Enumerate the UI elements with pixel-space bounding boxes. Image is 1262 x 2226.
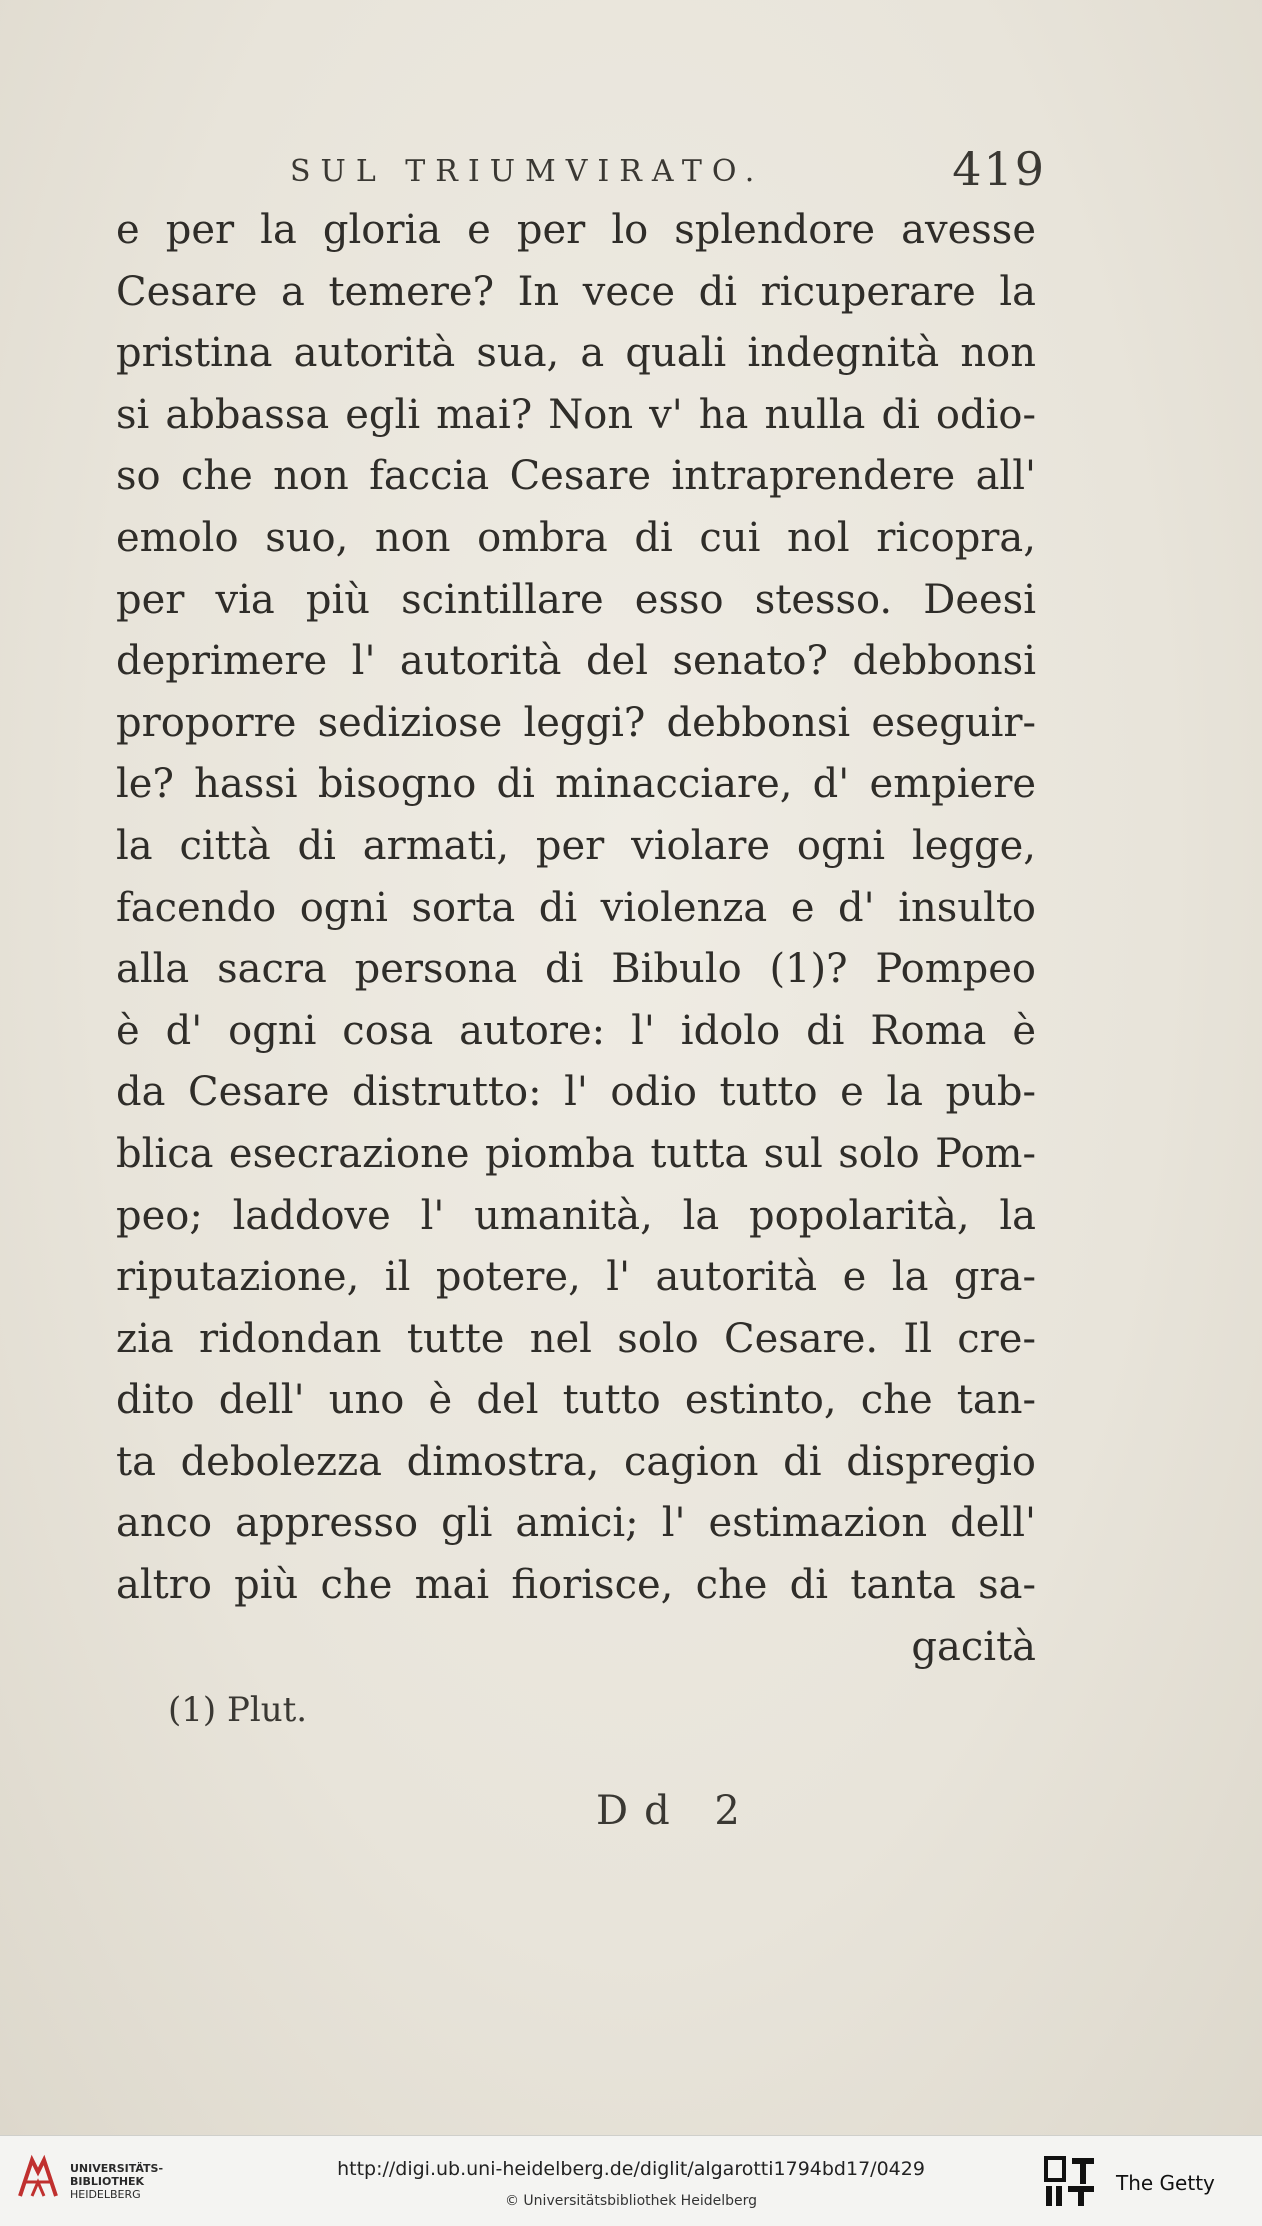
- text-line: alla sacra persona di Bibulo (1)? Pompeo: [116, 946, 1036, 993]
- text-line: deprimere l' autorità del senato? debbonsi: [116, 638, 1036, 685]
- catchword: gacità: [911, 1623, 1036, 1670]
- text-line: si abbassa egli mai? Non v' ha nulla di odio-: [116, 391, 1036, 438]
- text-line: è d' ogni cosa autore: l' idolo di Roma è: [116, 1007, 1036, 1054]
- signature-mark: Dd 2: [596, 1788, 756, 1834]
- text-line: so che non faccia Cesare intraprendere all': [116, 453, 1036, 500]
- text-line: le? hassi bisogno di minacciare, d' empiere: [116, 761, 1036, 808]
- copyright-notice: © Universitätsbibliothek Heidelberg: [504, 2193, 757, 2209]
- text-line: zia ridondan tutte nel solo Cesare. Il cre-: [116, 1315, 1036, 1362]
- logo-line: BIBLIOTHEK: [70, 2175, 145, 2188]
- text-line: la città di armati, per violare ogni legge,: [116, 822, 1036, 869]
- text-line: facendo ogni sorta di violenza e d' insulto: [116, 884, 1036, 931]
- text-line: blica esecrazione piomba tutta sul solo Pom-: [116, 1130, 1036, 1177]
- text-line: riputazione, il potere, l' autorità e la gra-: [116, 1254, 1036, 1301]
- text-line: peo; laddove l' umanità, la popolarità, la: [116, 1192, 1036, 1239]
- running-head: SUL TRIUMVIRATO.: [290, 154, 765, 189]
- text-line: pristina autorità sua, a quali indegnità non: [116, 330, 1036, 377]
- text-line: dito dell' uno è del tutto estinto, che tan-: [116, 1377, 1036, 1424]
- getty-logo[interactable]: [1042, 2150, 1242, 2214]
- text-line: e per la gloria e per lo splendore avesse: [116, 207, 1036, 253]
- text-line: anco appresso gli amici; l' estimazion dell': [116, 1500, 1036, 1547]
- getty-label: The Getty: [1116, 2171, 1215, 2195]
- text-line: emolo suo, non ombra di cui nol ricopra,: [116, 514, 1036, 561]
- logo-line: HEIDELBERG: [70, 2188, 141, 2201]
- body-text: [116, 200, 1036, 1678]
- footnote: (1) Plut.: [168, 1690, 308, 1730]
- getty-logo-icon: [1042, 2154, 1098, 2210]
- footer-bar: [0, 2135, 1262, 2226]
- text-line: Cesare a temere? In vece di ricuperare la: [116, 268, 1036, 315]
- permalink-url[interactable]: http://digi.ub.uni-heidelberg.de/diglit/algarotti1794bd17/0429: [337, 2158, 925, 2180]
- text-line: proporre sediziose leggi? debbonsi eseguir-: [116, 699, 1036, 746]
- logo-line: UNIVERSITÄTS-: [70, 2162, 164, 2175]
- text-line: per via più scintillare esso stesso. Deesi: [116, 576, 1036, 623]
- page-header: [290, 142, 1046, 196]
- text-line: altro più che mai fiorisce, che di tanta sa-: [116, 1562, 1036, 1609]
- text-line: ta debolezza dimostra, cagion di dispregio: [116, 1438, 1036, 1485]
- page-number: 419: [952, 142, 1046, 196]
- text-line: da Cesare distrutto: l' odio tutto e la pub-: [116, 1069, 1036, 1116]
